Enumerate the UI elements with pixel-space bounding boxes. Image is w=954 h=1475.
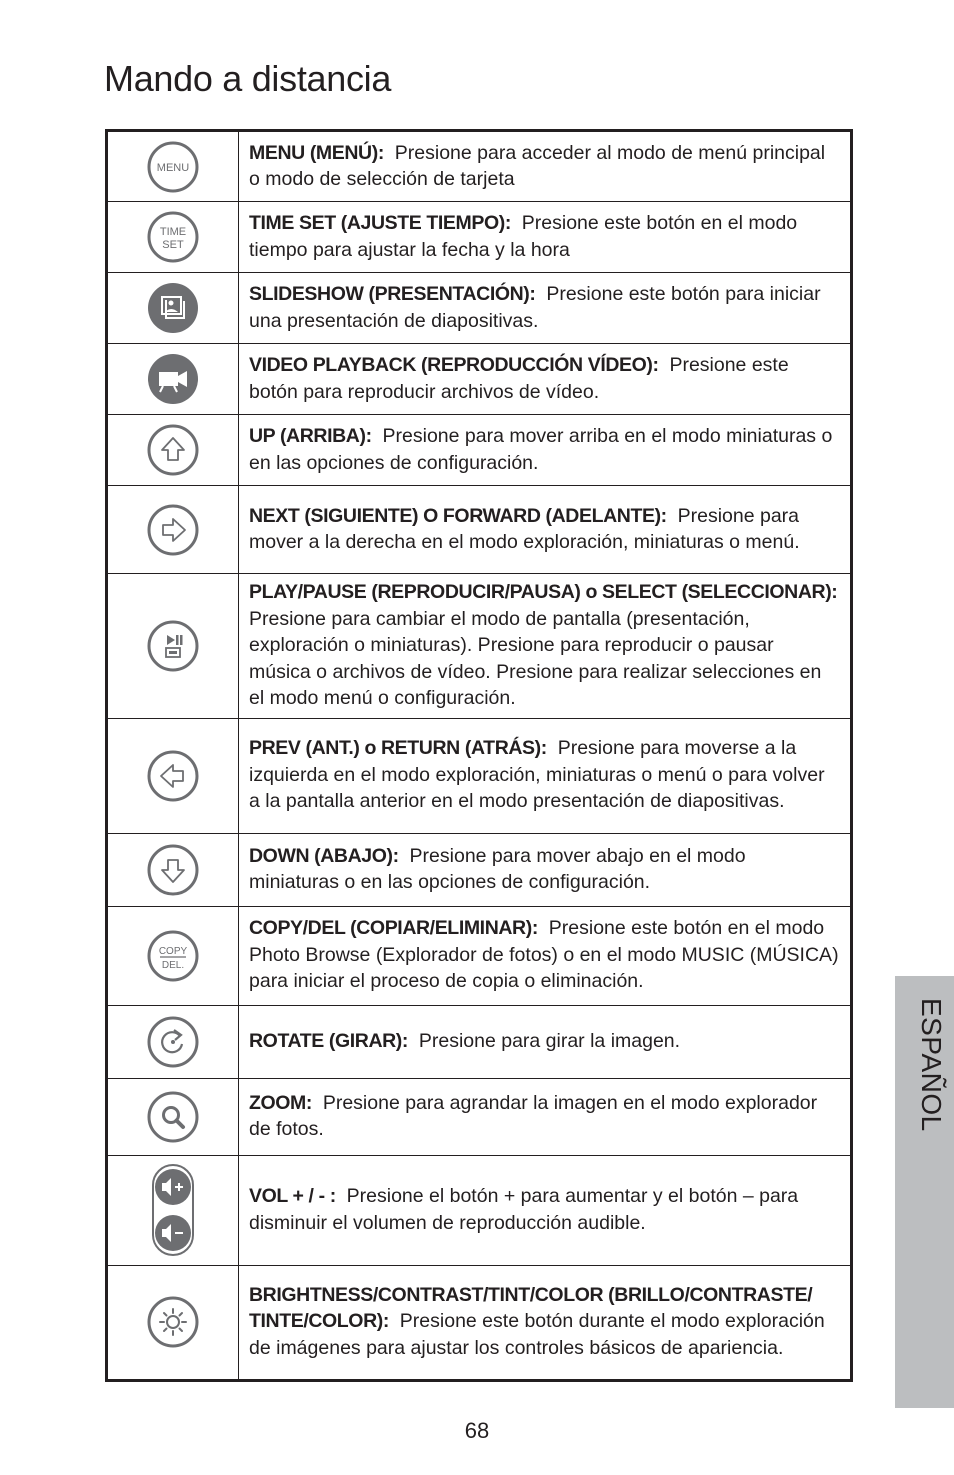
table-row: [107, 833, 852, 906]
brightness-button-icon: [146, 1295, 200, 1349]
row-description: Presione para agrandar la imagen en el modo explorador de fotos.: [249, 1091, 818, 1140]
page-number: 68: [464, 1418, 490, 1443]
table-row: [107, 718, 852, 833]
row-label: VIDEO PLAYBACK (REPRODUCCIÓN VÍDEO):: [249, 354, 659, 376]
table-row: [107, 415, 852, 486]
rotate-button-icon: [146, 1015, 200, 1069]
svg-text:TIME: TIME: [159, 226, 187, 238]
row-description: Presione este botón en el modo tiempo para ajustar la fecha y la hora: [249, 212, 798, 261]
row-label: NEXT (SIGUIENTE) O FORWARD (ADELANTE):: [249, 504, 667, 527]
video-playback-button-icon: [146, 352, 200, 406]
row-description: Presione este botón para reproducir archivos de vídeo.: [249, 354, 789, 403]
svg-text:SET: SET: [162, 239, 184, 251]
next-arrow-button-icon: [146, 503, 200, 557]
row-label: VOL + / - :: [249, 1185, 336, 1207]
row-label: TIME SET (AJUSTE TIEMPO):: [249, 212, 511, 234]
play-pause-button-icon: [146, 619, 200, 673]
copy-del-button-icon: [146, 929, 200, 983]
down-arrow-button-icon: [146, 843, 200, 897]
row-label: ZOOM:: [249, 1091, 312, 1114]
table-row: [107, 906, 852, 1005]
zoom-button-icon: [146, 1090, 200, 1144]
row-label: SLIDESHOW (PRESENTACIÓN):: [249, 283, 536, 305]
svg-text:DEL.: DEL.: [161, 959, 185, 971]
row-description: Presione para mover abajo en el modo miniaturas o en las opciones de configuración.: [249, 844, 746, 893]
table-row: [107, 202, 852, 273]
up-arrow-button-icon: [146, 423, 200, 477]
row-description: Presione este botón durante el modo exploración de imágenes para ajustar los controles básicos de apariencia.: [249, 1310, 825, 1359]
row-label: PREV (ANT.) o RETURN (ATRÁS):: [249, 737, 547, 760]
row-label: ROTATE (GIRAR):: [249, 1029, 408, 1052]
table-row: [107, 1078, 852, 1155]
row-description: Presione para girar la imagen.: [418, 1029, 681, 1052]
row-label: MENU (MENÚ):: [249, 141, 384, 164]
page-title: Mando a distancia: [104, 58, 392, 99]
row-description: Presione para acceder al modo de menú principal o modo de selección de tarjeta: [249, 141, 826, 190]
remote-buttons-table: [105, 129, 853, 1382]
row-label: BRIGHTNESS/CONTRAST/TINT/COLOR (BRILLO/CONTRASTE/ TINTE/COLOR):: [249, 1283, 813, 1333]
row-description: Presione para mover a la derecha en el modo exploración, miniaturas o menú.: [249, 504, 800, 553]
svg-text:MENU: MENU: [156, 161, 190, 174]
slideshow-button-icon: [146, 281, 200, 335]
table-row: [107, 1265, 852, 1380]
table-row: [107, 344, 852, 415]
time-set-button-icon: [146, 210, 200, 264]
svg-text:COPY: COPY: [158, 945, 188, 957]
row-description: Presione para moverse a la izquierda en el modo exploración, miniaturas o menú o para volver a la pantalla anterior en el modo presentación de diapositivas.: [249, 737, 825, 813]
language-label: ESPAÑOL: [916, 998, 947, 1132]
table-row: [107, 1005, 852, 1078]
row-label: PLAY/PAUSE (REPRODUCIR/PAUSA) o SELECT (SELECCIONAR):: [249, 581, 838, 603]
row-description: Presione para cambiar el modo de pantalla (presentación, exploración o miniaturas). Presione para reproducir o pausar música o archivos de vídeo. Presione para realizar selecciones en el modo menú o configuración.: [249, 607, 822, 709]
row-description: Presione el botón + para aumentar y el botón – para disminuir el volumen de reproducción audible.: [249, 1185, 799, 1234]
row-label: DOWN (ABAJO):: [249, 844, 399, 867]
row-label: UP (ARRIBA):: [249, 425, 372, 447]
row-description: Presione este botón en el modo Photo Browse (Explorador de fotos) o en el modo MUSIC (MÚSICA) para iniciar el proceso de copia o eliminación.: [249, 917, 839, 993]
table-row: [107, 131, 852, 202]
prev-arrow-button-icon: [146, 749, 200, 803]
table-row: [107, 273, 852, 344]
language-side-tab: [895, 976, 954, 1408]
row-description: Presione este botón para iniciar una presentación de diapositivas.: [249, 283, 821, 332]
row-description: Presione para mover arriba en el modo miniaturas o en las opciones de configuración.: [249, 425, 833, 474]
menu-button-icon: [146, 140, 200, 194]
table-row: [107, 1155, 852, 1265]
row-label: COPY/DEL (COPIAR/ELIMINAR):: [249, 917, 538, 940]
table-row: [107, 574, 852, 719]
volume-buttons-icon: [151, 1163, 195, 1257]
table-row: [107, 486, 852, 574]
